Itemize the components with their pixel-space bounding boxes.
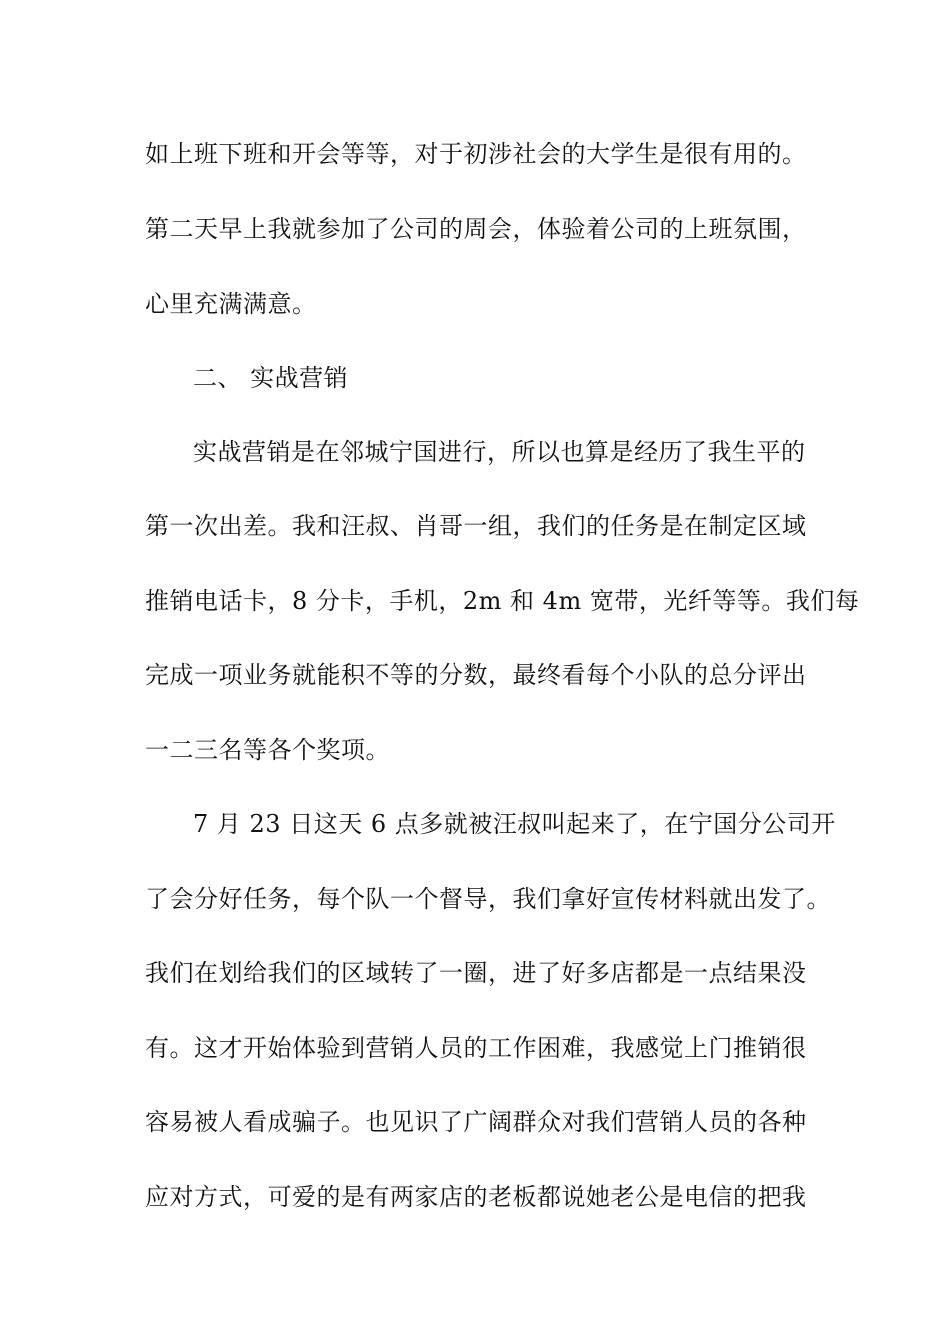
- text-line: 我们在划给我们的区域转了一圈，进了好多店都是一点结果没: [145, 959, 807, 987]
- text-line: 了会分好任务，每个队一个督导，我们拿好宣传材料就出发了。: [145, 885, 831, 913]
- text-line: 完成一项业务就能积不等的分数，最终看每个小队的总分评出: [145, 661, 807, 689]
- text-line: 心里充满满意。: [145, 290, 317, 318]
- section-heading: 二、 实战营销: [193, 364, 349, 392]
- text-line: 如上班下班和开会等等，对于初涉社会的大学生是很有用的。: [145, 140, 807, 168]
- text-line: 容易被人看成骗子。也见识了广阔群众对我们营销人员的各种: [145, 1108, 807, 1136]
- text-line: 推销电话卡，8 分卡，手机，2m 和 4m 宽带，光纤等等。我们每: [145, 587, 860, 615]
- text-line: 第一次出差。我和汪叔、肖哥一组，我们的任务是在制定区域: [145, 512, 807, 540]
- text-line: 有。这才开始体验到营销人员的工作困难，我感觉上门推销很: [145, 1034, 807, 1062]
- text-line: 第二天早上我就参加了公司的周会，体验着公司的上班氛围，: [145, 215, 807, 243]
- paragraph-first-line: 7 月 23 日这天 6 点多就被汪叔叫起来了，在宁国分公司开: [193, 810, 836, 838]
- text-line: 一二三名等各个奖项。: [145, 736, 390, 764]
- text-line: 应对方式，可爱的是有两家店的老板都说她老公是电信的把我: [145, 1183, 807, 1211]
- paragraph-first-line: 实战营销是在邻城宁国进行，所以也算是经历了我生平的: [193, 438, 806, 466]
